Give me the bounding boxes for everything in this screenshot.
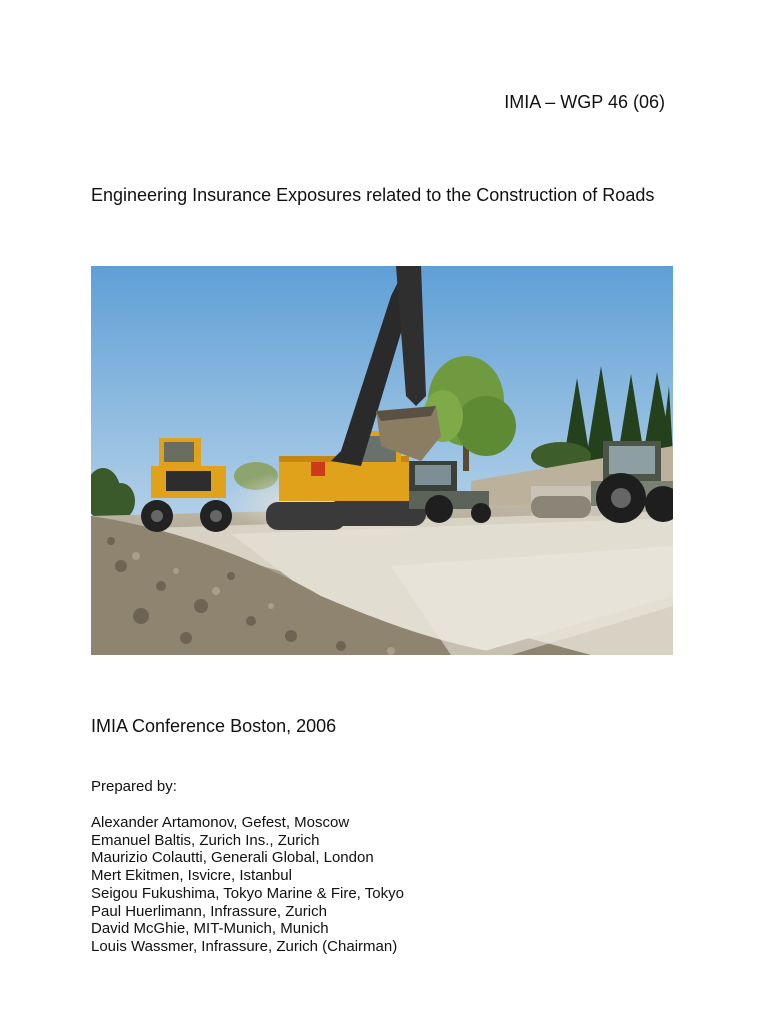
construction-site-photo-icon: [91, 266, 673, 655]
author-item: Emanuel Baltis, Zurich Ins., Zurich: [91, 831, 320, 849]
author-item: Mert Ekitmen, Isvicre, Istanbul: [91, 867, 292, 885]
conference-heading: IMIA Conference Boston, 2006: [91, 716, 337, 736]
document-title: Engineering Insurance Exposures related to the Construction of Roads: [91, 185, 655, 205]
document-code: IMIA – WGP 46 (06): [504, 92, 665, 112]
cover-photo: [91, 266, 673, 655]
author-item: Maurizio Colautti, Generali Global, London: [91, 849, 374, 867]
author-item: Louis Wassmer, Infrassure, Zurich (Chairman): [91, 937, 398, 955]
author-item: Alexander Artamonov, Gefest, Moscow: [91, 814, 350, 831]
author-item: Paul Huerlimann, Infrassure, Zurich: [91, 902, 327, 920]
authors-list: [91, 814, 404, 956]
author-item: Seigou Fukushima, Tokyo Marine & Fire, Tokyo: [91, 884, 404, 902]
prepared-by-label: Prepared by:: [91, 778, 177, 795]
author-item: David McGhie, MIT-Munich, Munich: [91, 920, 329, 938]
